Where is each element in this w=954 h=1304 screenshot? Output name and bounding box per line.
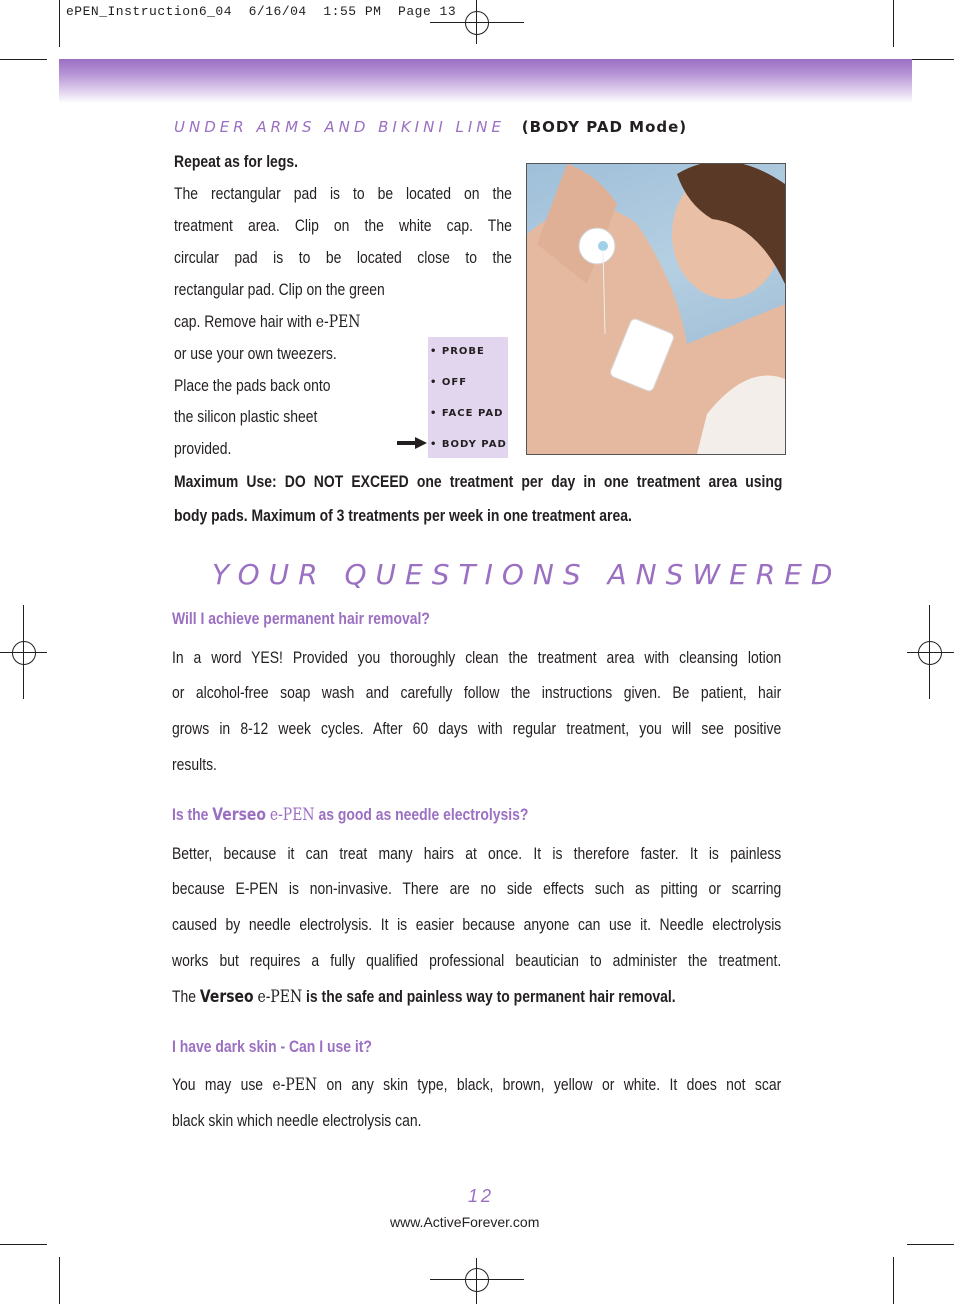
page-number: 12	[468, 1186, 495, 1206]
max-use-warning-line: Maximum Use: DO NOT EXCEED one treatment per day in one treatment area using	[174, 472, 783, 491]
footer-url[interactable]: www.ActiveForever.com	[390, 1214, 540, 1230]
underarm-treatment-photo	[526, 163, 786, 455]
crop-mark	[893, 1257, 894, 1304]
answer-line: Better, because it can treat many hairs at once. It is therefore faster. It is painless	[172, 844, 782, 863]
epen-name: e-PEN	[272, 1075, 318, 1095]
crop-mark	[0, 59, 47, 60]
slug-line: ePEN_Instruction6_04 6/16/04 1:55 PM Page 13	[66, 4, 457, 19]
mode-label: (BODY PAD Mode)	[521, 118, 688, 136]
max-use-warning-line: body pads. Maximum of 3 treatments per week in one treatment area.	[174, 506, 632, 525]
instruction-line: Place the pads back onto	[174, 376, 331, 395]
section-title: UNDER ARMS AND BIKINI LINE	[174, 118, 505, 136]
mode-switch-panel	[428, 337, 508, 458]
answer-line: results.	[172, 755, 217, 774]
section-heading-questions: YOUR QUESTIONS ANSWERED	[212, 558, 842, 591]
instruction-line: or use your own tweezers.	[174, 344, 337, 363]
question-permanent: Will I achieve permanent hair removal?	[172, 609, 430, 628]
answer-line: caused by needle electrolysis. It is easier because anyone can use it. Needle electrolysis	[172, 915, 782, 934]
arrow-icon	[397, 437, 427, 449]
instruction-line: The rectangular pad is to be located on the	[174, 184, 512, 203]
answer-line: The Verseo e-PEN is the safe and painless way to permanent hair removal.	[172, 987, 676, 1007]
instruction-line: the silicon plastic sheet	[174, 407, 318, 426]
crop-mark	[893, 0, 894, 47]
crop-mark	[59, 1257, 60, 1304]
section-heading-underarms	[174, 118, 687, 136]
epen-name: e-PEN	[269, 805, 315, 825]
crop-mark	[907, 59, 954, 60]
brand-verseo: Verseo	[212, 805, 266, 825]
crop-mark	[0, 1244, 47, 1245]
instruction-line: cap. Remove hair with e-PEN	[174, 312, 361, 332]
brand-verseo: Verseo	[199, 987, 254, 1007]
answer-line: In a word YES! Provided you thoroughly clean the treatment area with cleansing lotion	[172, 648, 782, 667]
switch-option-body-pad: • BODY PAD	[430, 439, 507, 450]
answer-line: or alcohol-free soap wash and carefully follow the instructions given. Be patient, hair	[172, 683, 782, 702]
instruction-line: circular pad is to be located close to the	[174, 248, 512, 267]
question-needle-electrolysis: Is the Verseo e-PEN as good as needle electrolysis?	[172, 805, 529, 825]
switch-option-off: • OFF	[430, 377, 468, 388]
crop-mark	[59, 0, 60, 47]
switch-option-face-pad: • FACE PAD	[430, 408, 504, 419]
epen-name: e-PEN	[257, 987, 303, 1007]
instruction-line: treatment area. Clip on the white cap. The	[174, 216, 512, 235]
epen-name: e-PEN	[315, 312, 361, 332]
instruction-line: provided.	[174, 439, 232, 458]
lead-text: Repeat as for legs.	[174, 152, 298, 171]
question-dark-skin: I have dark skin - Can I use it?	[172, 1037, 372, 1056]
answer-line: because E-PEN is non-invasive. There are no side effects such as pitting or scarring	[172, 879, 782, 898]
answer-line: black skin which needle electrolysis can.	[172, 1111, 422, 1130]
answer-line: works but requires a fully qualified professional beautician to administer the treatment.	[172, 951, 782, 970]
answer-line: You may use e-PEN on any skin type, black, brown, yellow or white. It does not scar	[172, 1075, 782, 1095]
crop-mark	[907, 1244, 954, 1245]
switch-option-probe: • PROBE	[430, 346, 485, 357]
header-band	[59, 59, 912, 103]
instruction-line: rectangular pad. Clip on the green	[174, 280, 385, 299]
answer-line: grows in 8-12 week cycles. After 60 days with regular treatment, you will see positive	[172, 719, 782, 738]
